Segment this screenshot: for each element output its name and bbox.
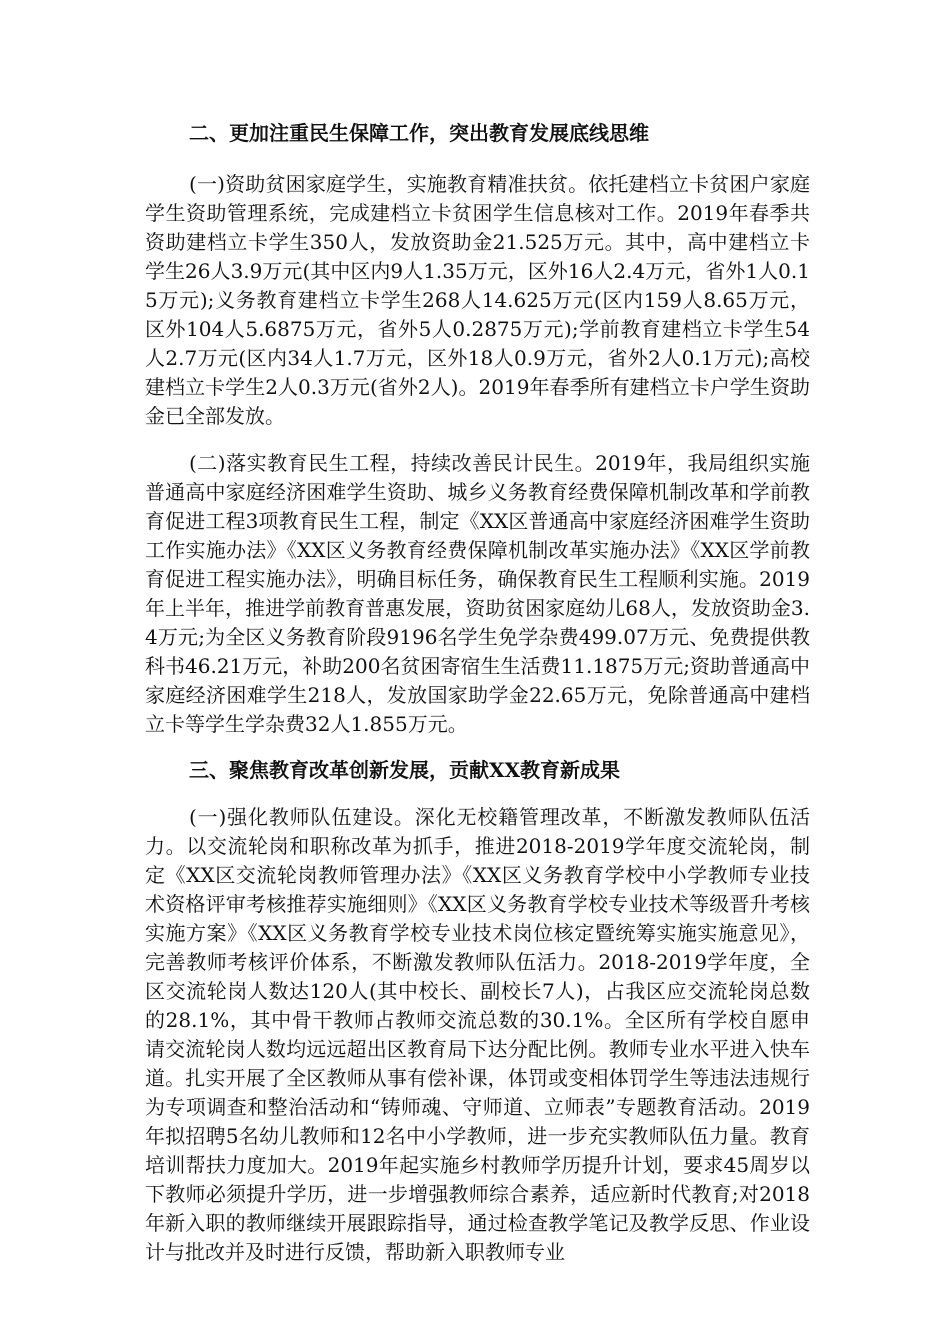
paragraph-student-aid: (一)资助贫困家庭学生，实施教育精准扶贫。依托建档立卡贫困户家庭学生资助管理系统，完成建档立卡贫困学生信息核对工作。2019年春季共资助建档立卡学生350人，发放资助金21.525万元。其中，高中建档立卡学生26人3.9万元(其中区内9人1.35万元，区外16人2.4万元，省外1人0.15万元);义务教育建档立卡学生268人14.625万元(区内159人8.65万元，区外104人5.6875万元，省外5人0.2875万元);学前教育建档立卡学生54人2.7万元(区内34人1.7万元，区外18人0.9万元，省外2人0.1万元);高校建档立卡学生2人0.3万元(省外2人)。2019年春季所有建档立卡户学生资助金已全部发放。 <box>145 172 810 428</box>
section-heading-3: 三、聚焦教育改革创新发展，贡献XX教育新成果 <box>189 758 621 782</box>
document-body <box>145 118 810 1267</box>
paragraph-teacher-team: (一)强化教师队伍建设。深化无校籍管理改革，不断激发教师队伍活力。以交流轮岗和职称改革为抓手，推进2018-2019学年度交流轮岗，制定《XX区交流轮岗教师管理办法》《XX区义务教育学校中小学教师专业技术资格评审考核推荐实施细则》《XX区义务教育学校专业技术等级晋升考核实施方案》《XX区义务教育学校专业技术岗位核定暨统筹实施实施意见》，完善教师考核评价体系，不断激发教师队伍活力。2018-2019学年度，全区交流轮岗人数达120人(其中校长、副校长7人)，占我区应交流轮岗总数的28.1%，其中骨干教师占教师交流总数的30.1%。全区所有学校自愿申请交流轮岗人数均远远超出区教育局下达分配比例。教师专业水平进入快车道。扎实开展了全区教师从事有偿补课，体罚或变相体罚学生等违法违规行为专项调查和整治活动和“铸师魂、守师道、立师表”专题教育活动。2019年拟招聘5名幼儿教师和12名中小学教师，进一步充实教师队伍力量。教育培训帮扶力度加大。2019年起实施乡村教师学历提升计划，要求45周岁以下教师必须提升学历，进一步增强教师综合素养，适应新时代教育;对2018年新入职的教师继续开展跟踪指导，通过检查教学笔记及教学反思、作业设计与批改并及时进行反馈，帮助新入职教师专业 <box>145 805 810 1264</box>
section-heading-2: 二、更加注重民生保障工作，突出教育发展底线思维 <box>189 121 649 145</box>
paragraph-livelihood-projects: (二)落实教育民生工程，持续改善民计民生。2019年，我局组织实施普通高中家庭经济困难学生资助、城乡义务教育经费保障机制改革和学前教育促进工程3项教育民生工程，制定《XX区普通高中家庭经济困难学生资助工作实施办法》《XX区义务教育经费保障机制改革实施办法》《XX区学前教育促进工程实施办法》，明确目标任务，确保教育民生工程顺利实施。2019年上半年，推进学前教育普惠发展，资助贫困家庭幼儿68人，发放资助金3.4万元;为全区义务教育阶段9196名学生免学杂费499.07万元、免费提供教科书46.21万元，补助200名贫困寄宿生生活费11.1875万元;资助普通高中家庭经济困难学生218人，发放国家助学金22.65万元，免除普通高中建档立卡等学生学杂费32人1.855万元。 <box>145 451 810 736</box>
